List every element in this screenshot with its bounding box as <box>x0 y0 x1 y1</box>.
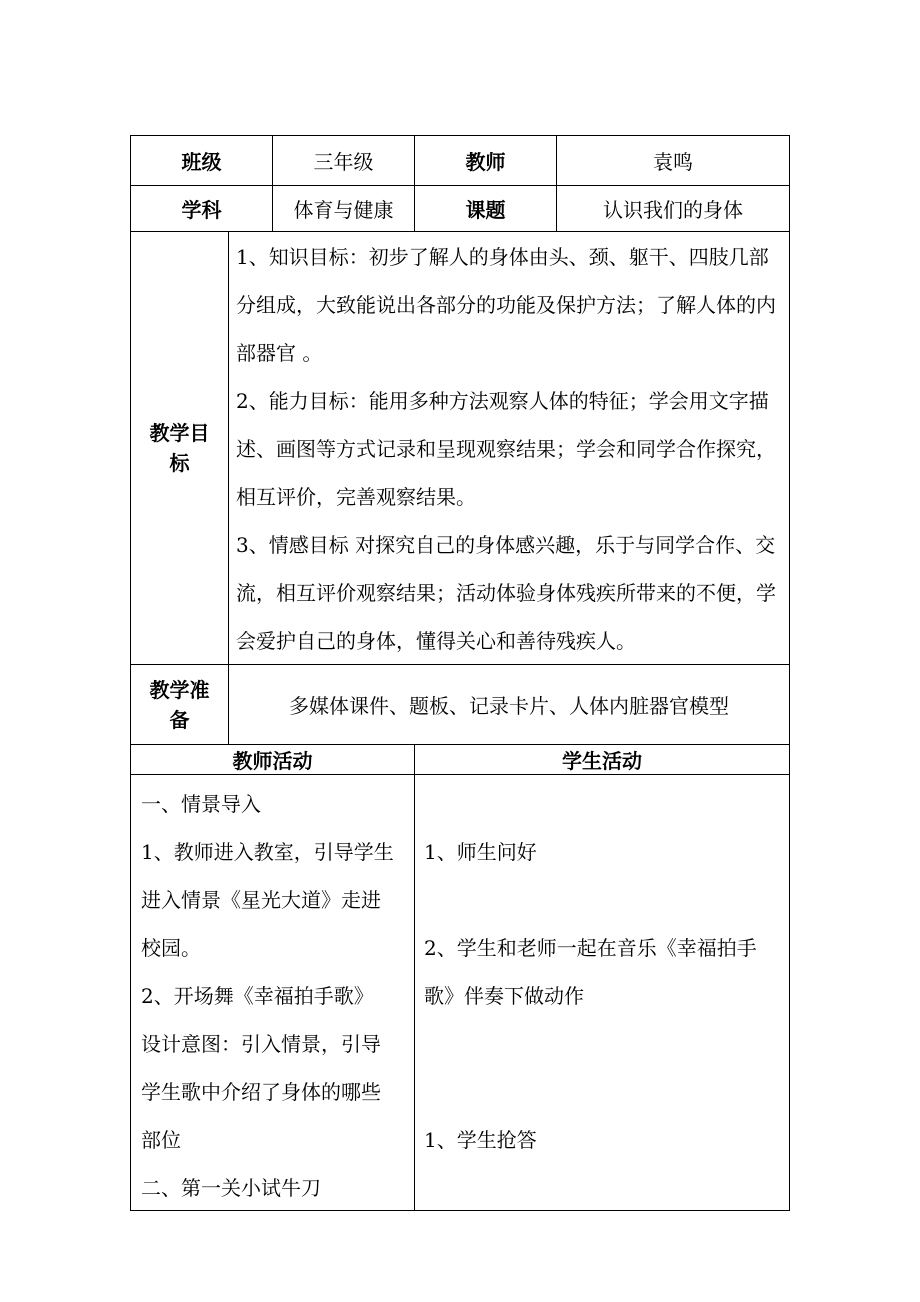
subject-value: 体育与健康 <box>293 198 394 222</box>
class-value: 三年级 <box>313 150 374 174</box>
preparation-label <box>131 665 228 744</box>
teacher-activity-line: 学生歌中介绍了身体的哪些 <box>141 1080 381 1104</box>
teacher-activity-line: 部位 <box>141 1128 181 1152</box>
objectives-content <box>236 233 786 665</box>
subject-label: 学科 <box>181 198 222 222</box>
emotion-objective: 3、情感目标 对探究自己的身体感兴趣，乐于与同学合作、交流，相互评价观察结果；活动体验身体残疾所带来的不便，学会爱护自己的身体，懂得关心和善待残疾人。 <box>236 533 776 653</box>
teacher-activity-line: 1、教师进入教室，引导学生 <box>141 840 394 864</box>
ability-objective: 2、能力目标：能用多种方法观察人体的特征；学会用文字描述、画图等方式记录和呈现观察结果；学会和同学合作探究，相互评价，完善观察结果。 <box>236 389 776 509</box>
knowledge-objective: 1、知识目标：初步了解人的身体由头、颈、躯干、四肢几部分组成，大致能说出各部分的功能及保护方法；了解人体的内部器官 。 <box>236 245 776 365</box>
student-activity-header: 学生活动 <box>562 749 642 773</box>
teacher-activity-line: 一、情景导入 <box>141 792 261 816</box>
row-divider <box>130 774 790 775</box>
student-activity-line: 1、学生抢答 <box>424 1128 537 1152</box>
teacher-activity-line: 2、开场舞《幸福拍手歌》 <box>141 984 374 1008</box>
student-activity-line: 1、师生问好 <box>424 840 537 864</box>
topic-value: 认识我们的身体 <box>603 198 743 222</box>
topic-label: 课题 <box>465 198 506 222</box>
objectives-label-text: 教学目标 <box>149 421 210 475</box>
teacher-value: 袁鸣 <box>653 150 693 174</box>
class-label: 班级 <box>181 150 222 174</box>
preparation-label-text: 教学准备 <box>149 677 210 732</box>
objectives-label <box>131 232 228 664</box>
teacher-activity-line: 校园。 <box>141 936 201 960</box>
teacher-label: 教师 <box>465 150 506 174</box>
teacher-activity-line: 设计意图：引入情景，引导 <box>141 1032 381 1056</box>
teacher-activity-line: 二、第一关小试牛刀 <box>141 1176 321 1200</box>
col-divider <box>414 744 415 1211</box>
teacher-activity-line: 进入情景《星光大道》走进 <box>141 888 381 912</box>
student-activity-line: 歌》伴奏下做动作 <box>424 984 584 1008</box>
teacher-activity-header: 教师活动 <box>232 749 313 773</box>
preparation-value: 多媒体课件、题板、记录卡片、人体内脏器官模型 <box>289 694 729 718</box>
row-divider <box>130 231 790 232</box>
student-activity-line: 2、学生和老师一起在音乐《幸福拍手 <box>424 936 757 960</box>
